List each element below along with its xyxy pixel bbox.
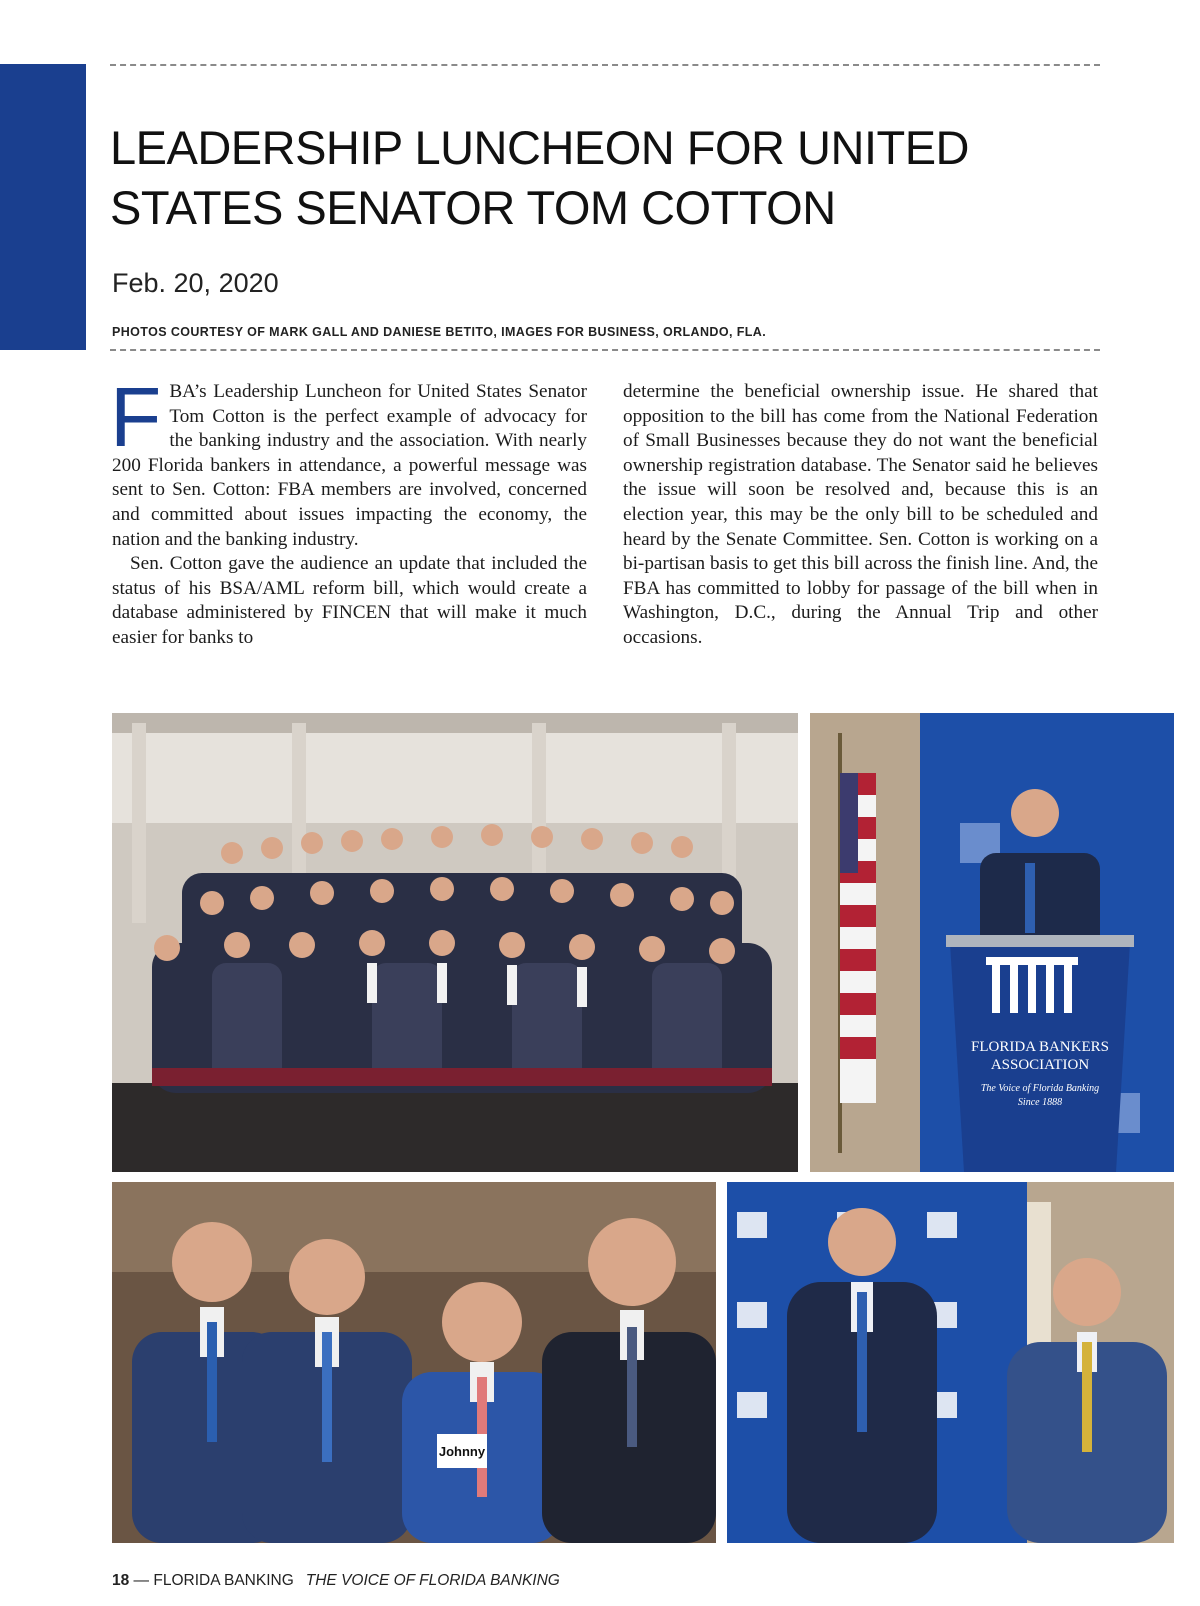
- page-number: 18: [112, 1572, 130, 1589]
- paragraph-1-text: BA’s Leadership Luncheon for United States Senator Tom Cotton is the perfect example of advocacy for the banking industry and the association. With nearly 200 Florida bankers in attendance, a powerful message was sent to Sen. Cotton: FBA members are involved, concerned and committed about issues impacting the economy, the nation and the banking industry.: [112, 381, 587, 550]
- article-column-left: [110, 370, 587, 651]
- top-dashed-rule: [110, 64, 1100, 66]
- group-photo: [112, 713, 798, 1172]
- conversation-photo: [727, 1182, 1174, 1543]
- publication-tagline: THE VOICE OF FLORIDA BANKING: [305, 1572, 560, 1589]
- drop-cap: F: [110, 370, 162, 464]
- podium-name-line1: FLORIDA BANKERS: [971, 1039, 1109, 1055]
- section-color-tab: [0, 64, 86, 350]
- photo-credit: PHOTOS COURTESY OF MARK GALL AND DANIESE BETITO, IMAGES FOR BUSINESS, ORLANDO, FLA.: [112, 325, 767, 339]
- paragraph-1: [110, 370, 587, 552]
- article-column-right: [623, 380, 1098, 651]
- paragraph-2: Sen. Cotton gave the audience an update that included the status of his BSA/AML reform bill, which would create a database administered by FINCEN that will make it much easier for banks to: [112, 553, 587, 648]
- group-closeup-photo: [112, 1182, 716, 1543]
- podium-name-line2: ASSOCIATION: [990, 1057, 1090, 1073]
- header-dashed-rule: [110, 349, 1100, 351]
- event-date: Feb. 20, 2020: [112, 268, 279, 298]
- podium-since: Since 1888: [1017, 1097, 1063, 1108]
- paragraph-3: determine the beneficial ownership issue. He shared that opposition to the bill has come from the National Federation of Small Businesses because they do not want the beneficial ownership registration database. The Senator said he believes the issue will soon be resolved and, because this is an election year, this may be the only bill to be scheduled and heard by the Senate Committee. Sen. Cotton is working on a bi-partisan basis to get this bill across the finish line. And, the FBA has committed to lobby for passage of the bill when in Washington, D.C., during the Annual Trip and other occasions.: [623, 381, 1098, 648]
- page-footer: [112, 1572, 560, 1590]
- publication-name: — FLORIDA BANKING: [129, 1572, 294, 1589]
- podium-tagline: The Voice of Florida Banking: [980, 1083, 1100, 1094]
- podium-photo: [810, 713, 1174, 1172]
- article-title: LEADERSHIP LUNCHEON FOR UNITED STATES SENATOR TOM COTTON: [110, 121, 969, 234]
- name-badge: Johnny: [438, 1444, 486, 1459]
